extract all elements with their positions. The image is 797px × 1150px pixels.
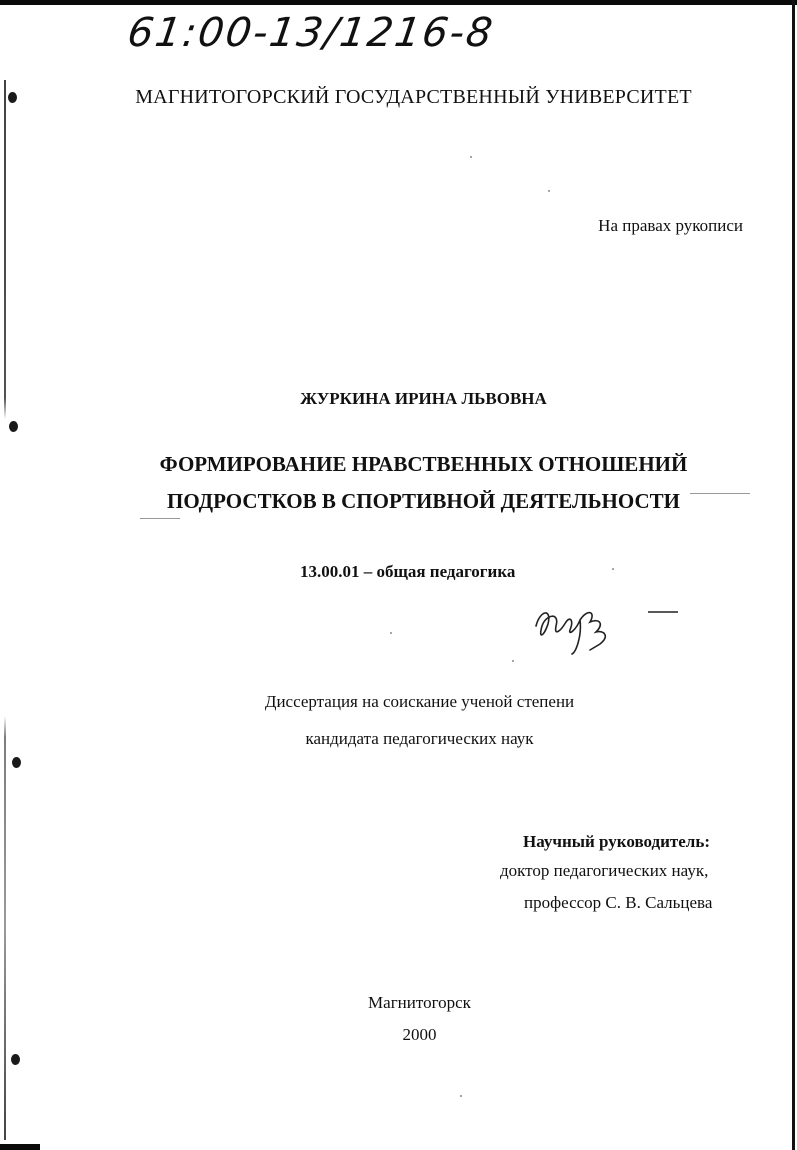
degree-line-1: Диссертация на соискание ученой степени [264, 692, 575, 711]
scan-line [140, 518, 180, 519]
advisor-label: Научный руководитель: [523, 832, 710, 851]
scan-border-top [0, 0, 797, 5]
archive-number: 61:00-13/1216-8 [124, 10, 497, 56]
scan-speck [612, 568, 614, 570]
advisor-name: профессор С. В. Сальцева [524, 893, 713, 912]
scan-speck [470, 156, 472, 158]
scan-speck [460, 1095, 462, 1097]
punch-hole-icon [9, 421, 18, 432]
author-name: ЖУРКИНА ИРИНА ЛЬВОВНА [300, 389, 547, 408]
advisor-degree: доктор педагогических наук, [500, 861, 709, 880]
punch-hole-icon [12, 757, 21, 768]
punch-hole-icon [11, 1054, 20, 1065]
university-name: МАГНИТОГОРСКИЙ ГОСУДАРСТВЕННЫЙ УНИВЕРСИТЕТ [135, 86, 692, 108]
manuscript-note: На правах рукописи [598, 216, 743, 235]
scan-line [690, 493, 750, 494]
specialty-code: 13.00.01 – общая педагогика [300, 562, 516, 581]
scan-border-right [792, 0, 795, 1150]
thesis-title-line-1: ФОРМИРОВАНИЕ НРАВСТВЕННЫХ ОТНОШЕНИЙ [159, 452, 688, 476]
degree-line-2: кандидата педагогических наук [305, 729, 534, 748]
thesis-title-line-2: ПОДРОСТКОВ В СПОРТИВНОЙ ДЕЯТЕЛЬНОСТИ [167, 489, 680, 513]
scan-border-left [4, 80, 6, 1140]
signature-icon [530, 596, 680, 656]
city: Магнитогорск [368, 993, 471, 1012]
scan-speck [390, 632, 392, 634]
scan-speck [512, 660, 514, 662]
scan-speck [548, 190, 550, 192]
year: 2000 [402, 1025, 437, 1044]
scan-border-bottom [0, 1144, 40, 1150]
